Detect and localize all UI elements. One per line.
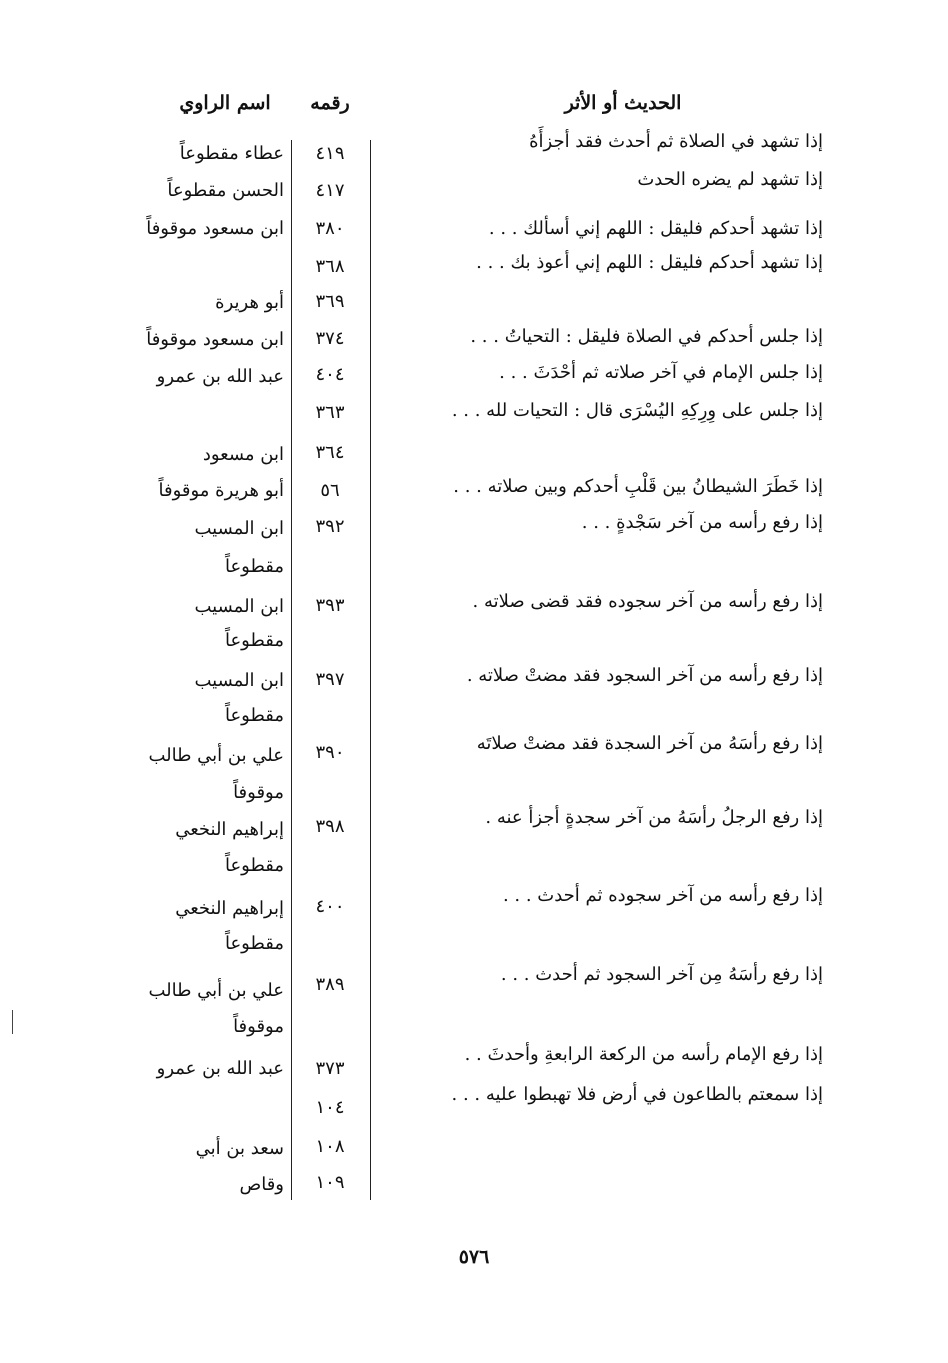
header-narrator: اسم الراوي	[179, 92, 271, 114]
hadith-number: ٣٩٠	[315, 742, 345, 763]
hadith-number: ٣٨٠	[315, 218, 345, 239]
hadith-text: إذا سمعتم بالطاعون في أرض فلا تهبطوا عليه . . .	[451, 1084, 823, 1105]
hadith-number: ٣٦٩	[315, 291, 345, 312]
hadith-number: ٤٠٤	[315, 364, 345, 385]
narrator-qualifier: موقوفاً	[233, 1016, 284, 1037]
page-number: ٥٧٦	[458, 1246, 490, 1268]
hadith-text: إذا رفع الرجلُ رأسَهُ من آخر سجدةٍ أجزأ عنه .	[485, 807, 823, 828]
hadith-number: ٣٩٣	[315, 595, 345, 616]
narrator-name: ابن مسعود	[202, 444, 284, 465]
hadith-number: ٣٦٨	[315, 256, 345, 277]
narrator-name: ابن المسيب	[194, 596, 284, 617]
hadith-text: إذا تشهد أحدكم فليقل : اللهم إني أعوذ بك . . .	[476, 252, 823, 273]
hadith-number: ٣٩٨	[315, 816, 345, 837]
hadith-text: إذا جلس الإمام في آخر صلاته ثم أحْدَثَ . . .	[499, 362, 823, 383]
hadith-number: ٣٨٩	[315, 974, 345, 995]
narrator-qualifier: مقطوعاً	[224, 933, 284, 954]
hadith-text: إذا رفع رأسه من آخر سجوده ثم أحدث . . .	[502, 885, 823, 906]
hadith-number: ٥٦	[320, 480, 340, 501]
hadith-number: ٣٧٤	[315, 328, 345, 349]
hadith-text: إذا تشهد لم يضره الحدث	[637, 169, 823, 190]
narrator-name: ابن مسعود موقوفاً	[146, 218, 284, 239]
hadith-text: إذا رفع رأسه من آخر سجوده فقد قضى صلاته .	[472, 591, 823, 612]
narrator-name: الحسن مقطوعاً	[167, 180, 284, 201]
header-hadith: الحديث أو الأثر	[564, 92, 682, 114]
hadith-text: إذا رفع الإمام رأسه من الركعة الرابعةِ وأحدثَ . .	[464, 1044, 823, 1065]
narrator-name: أبو هريرة موقوفاً	[158, 480, 284, 501]
hadith-text: إذا رفع رأسه من آخر سَجْدةٍ . . .	[581, 512, 823, 533]
narrator-name: ابن مسعود موقوفاً	[146, 329, 284, 350]
header-number: رقمه	[310, 92, 350, 114]
hadith-number: ٣٧٣	[315, 1058, 345, 1079]
narrator-name: عطاء مقطوعاً	[179, 143, 284, 164]
hadith-text: إذا خَطَرَ الشيطانُ بين قَلْبِ أحدكم وبين صلاته . . .	[453, 476, 823, 497]
narrator-name: سعد بن أبي	[195, 1138, 284, 1159]
narrator-qualifier: مقطوعاً	[224, 705, 284, 726]
hadith-number: ٣٩٧	[315, 669, 345, 690]
narrator-name: عبد الله بن عمرو	[156, 1058, 284, 1079]
narrator-name: عبد الله بن عمرو	[156, 366, 284, 387]
narrator-name: وقاص	[239, 1174, 284, 1195]
hadith-number: ٤١٧	[315, 180, 345, 201]
hadith-text: إذا رفع رأسَهُ مِن آخر السجود ثم أحدث . . .	[500, 964, 823, 985]
hadith-text: إذا رفع رأسَهُ من آخر السجدة فقد مضتْ صلاتَه	[476, 733, 823, 754]
narrator-name: ابن المسيب	[194, 670, 284, 691]
hadith-text: إذا تشهد في الصلاة ثم أحدث فقد أجزأَهُ	[529, 131, 823, 152]
narrator-qualifier: مقطوعاً	[224, 855, 284, 876]
margin-mark	[12, 1010, 13, 1034]
narrator-name: إبراهيم النخعي	[175, 819, 284, 840]
hadith-number: ٤٠٠	[315, 896, 345, 917]
hadith-number: ٣٩٢	[315, 516, 345, 537]
hadith-text: إذا تشهد أحدكم فليقل : اللهم إني أسألك . . .	[488, 218, 823, 239]
hadith-number: ٣٦٤	[315, 442, 345, 463]
hadith-text: إذا جلس على وِرِكِهِ اليُسْرَى قال : التحيات لله . . .	[451, 400, 823, 421]
hadith-number: ١٠٨	[315, 1136, 345, 1157]
column-divider-right	[291, 140, 292, 1200]
hadith-number: ١٠٩	[315, 1172, 345, 1193]
narrator-qualifier: مقطوعاً	[224, 630, 284, 651]
hadith-number: ١٠٤	[315, 1097, 345, 1118]
narrator-name: علي بن أبي طالب	[148, 745, 284, 766]
hadith-number: ٣٦٣	[315, 402, 345, 423]
hadith-text: إذا جلس أحدكم في الصلاة فليقل : التحياتُ . . .	[470, 326, 823, 347]
narrator-name: أبو هريرة	[215, 292, 284, 313]
hadith-number: ٤١٩	[315, 143, 345, 164]
hadith-text: إذا رفع رأسه من آخر السجود فقد مضتْ صلاته .	[466, 665, 823, 686]
narrator-qualifier: مقطوعاً	[224, 556, 284, 577]
narrator-name: ابن المسيب	[194, 518, 284, 539]
narrator-name: إبراهيم النخعي	[175, 898, 284, 919]
narrator-name: علي بن أبي طالب	[148, 980, 284, 1001]
narrator-qualifier: موقوفاً	[233, 782, 284, 803]
